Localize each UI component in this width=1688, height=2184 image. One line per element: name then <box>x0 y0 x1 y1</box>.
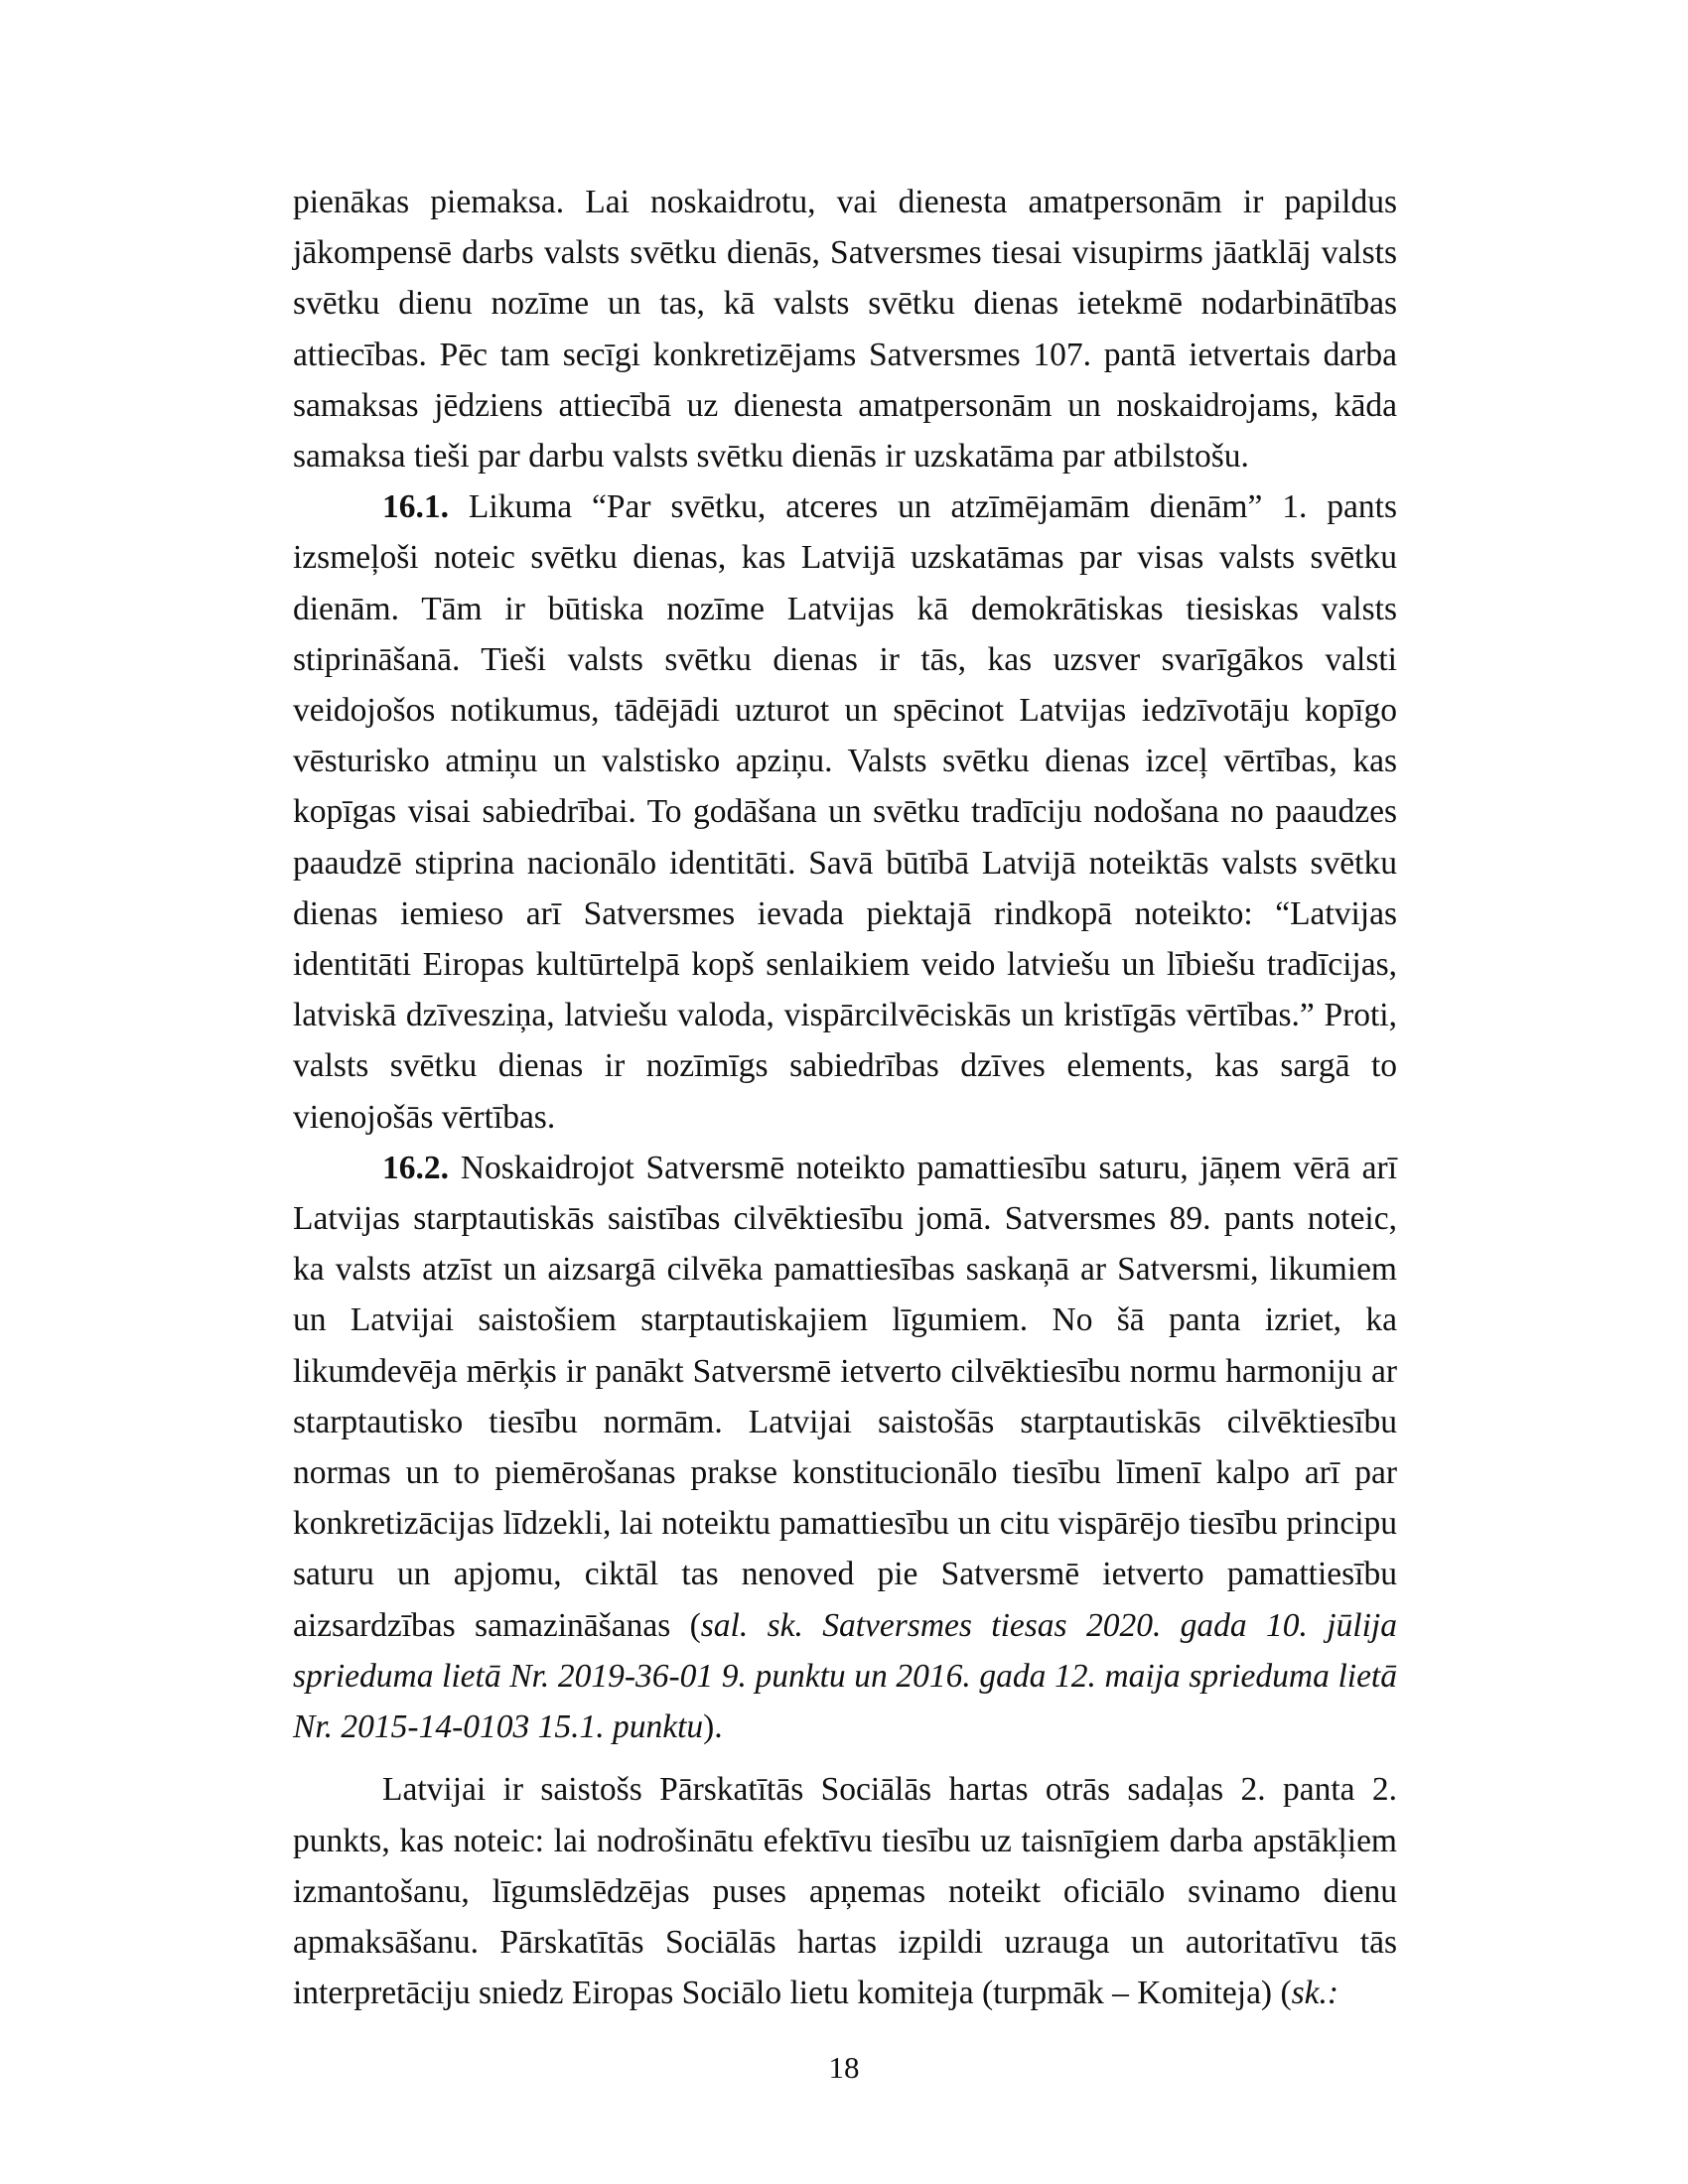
paragraph-text: Latvijai ir saistošs Pārskatītās Sociālās hartas otrās sadaļas 2. panta 2. punkts, kas noteic: lai nodrošinātu efektīvu tiesību uz taisnīgiem darba apstākļiem izmantošanu, līgumslēdzējas puses apņemas noteikt oficiālo svinamo dienu apmaksāšanu. Pārskatītās Sociālās hartas izpildi uzrauga un autoritatīvu tās interpretāciju sniedz Eiropas Sociālo lietu komiteja (turpmāk – Komiteja) ( <box>293 1771 1397 2012</box>
section-number: 16.2. <box>382 1149 449 1186</box>
body-text <box>293 177 1397 2018</box>
paragraph-text: Likuma “Par svētku, atceres un atzīmējamām dienām” 1. pants izsmeļoši noteic svētku dienas, kas Latvijā uzskatāmas par visas valsts svētku dienām. Tām ir būtiska nozīme Latvijas kā demokrātiskas tiesiskas valsts stiprināšanā. Tieši valsts svētku dienas ir tās, kas uzsver svarīgākos valsti veidojošos notikumus, tādējādi uzturot un spēcinot Latvijas iedzīvotāju kopīgo vēsturisko atmiņu un valstisko apziņu. Valsts svētku dienas izceļ vērtības, kas kopīgas visai sabiedrībai. To godāšana un svētku tradīciju nodošana no paaudzes paaudzē stiprina nacionālo identitāti. Savā būtībā Latvijā noteiktās valsts svētku dienas iemieso arī Satversmes ievada piektajā rindkopā noteikto: “Latvijas identitāti Eiropas kultūrtelpā kopš senlaikiem veido latviešu un lībiešu tradīcijas, latviskā dzīvesziņa, latviešu valoda, vispārcilvēciskās un kristīgās vērtības.” Proti, valsts svētku dienas ir nozīmīgs sabiedrības dzīves elements, kas sargā to vienojošās vērtības. <box>293 488 1397 1136</box>
paragraph-text: Noskaidrojot Satversmē noteikto pamattiesību saturu, jāņem vērā arī Latvijas starptautiskās saistības cilvēktiesību jomā. Satversmes 89. pants noteic, ka valsts atzīst un aizsargā cilvēka pamattiesības saskaņā ar Satversmi, likumiem un Latvijai saistošiem starptautiskajiem līgumiem. No šā panta izriet, ka likumdevēja mērķis ir panākt Satversmē ietverto cilvēktiesību normu harmoniju ar starptautisko tiesību normām. Latvijai saistošās starptautiskās cilvēktiesību normas un to piemērošanas prakse konstitucionālo tiesību līmenī kalpo arī par konkretizācijas līdzekli, lai noteiktu pamattiesību un citu vispārējo tiesību principu saturu un apjomu, ciktāl tas nenoved pie Satversmē ietverto pamattiesību aizsardzības samazināšanas ( <box>293 1149 1398 1644</box>
paragraph-text: pienākas piemaksa. Lai noskaidrotu, vai dienesta amatpersonām ir papildus jākompensē darbs valsts svētku dienās, Satversmes tiesai visupirms jāatklāj valsts svētku dienu nozīme un tas, kā valsts svētku dienas ietekmē nodarbinātības attiecības. Pēc tam secīgi konkretizējams Satversmes 107. pantā ietvertais darba samaksas jēdziens attiecībā uz dienesta amatpersonām un noskaidrojams, kāda samaksa tieši par darbu valsts svētku dienās ir uzskatāma par atbilstošu. <box>293 184 1397 476</box>
section-number: 16.1. <box>382 488 449 526</box>
page-number: 18 <box>828 2050 860 2085</box>
paragraph <box>293 481 1397 1143</box>
citation: sk.: <box>1291 1975 1339 2012</box>
citation: sal. sk. Satversmes tiesas 2020. gada 10. jūlija sprieduma lietā Nr. 2019-36-01 9. punktu un 2016. gada 12. maija sprieduma lietā Nr. 2015-14-0103 15.1. punktu <box>293 1606 1397 1746</box>
paragraph-text-end: ). <box>703 1708 723 1746</box>
paragraph <box>293 177 1397 481</box>
paragraph <box>293 1764 1397 2018</box>
paragraph <box>293 1143 1397 1752</box>
